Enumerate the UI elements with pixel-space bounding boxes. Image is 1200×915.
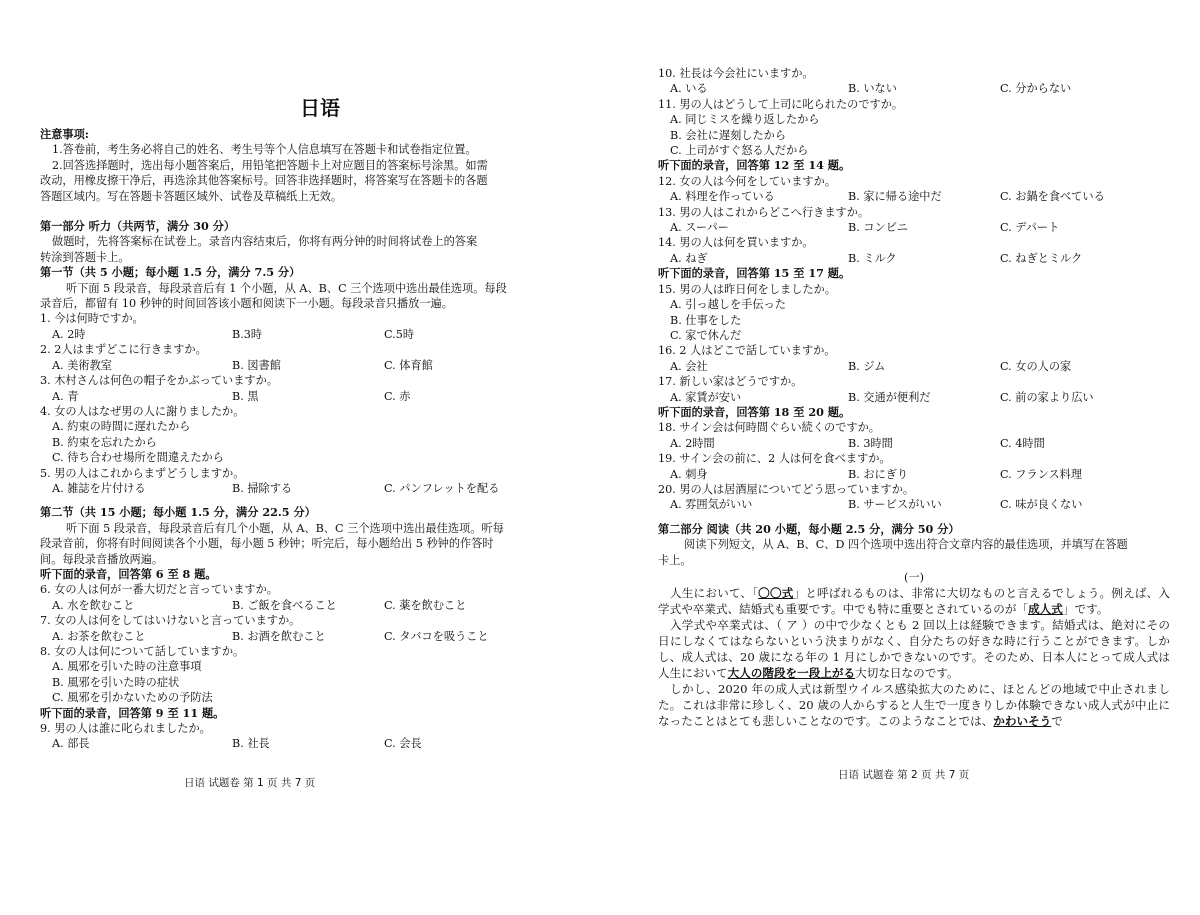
page-title: 日语 xyxy=(300,96,340,120)
option: C. 風邪を引かないための予防法 xyxy=(52,691,213,705)
option: B. 会社に遅刻したから xyxy=(670,128,787,142)
question: 12. 女の人は今何をしていますか。 xyxy=(658,174,836,188)
question-options xyxy=(658,467,1170,482)
listening-prompt: 听下面的录音，回答第 18 至 20 题。 xyxy=(658,404,851,419)
notice-heading: 注意事项: xyxy=(40,127,89,141)
option: A. 同じミスを繰り返したから xyxy=(670,113,820,127)
question: 1. 今は何時ですか。 xyxy=(40,312,144,326)
question-options xyxy=(40,327,600,342)
question-options xyxy=(40,481,600,496)
instructions: 听下面 5 段录音，每段录音后有 1 个小题，从 A、B、C 三个选项中选出最佳选项。每段 xyxy=(66,281,507,295)
underlined-term: 大人の階段を一段上がる xyxy=(727,666,856,681)
option: B. いない xyxy=(848,82,897,96)
notice-item-cont: 答题区域内。写在答题卡答题区域外、试卷及草稿纸上无效。 xyxy=(40,189,343,203)
option: C. 前の家より広い xyxy=(1000,390,1094,404)
option: A. お茶を飲むこと xyxy=(52,629,146,643)
option: C. お鍋を食べている xyxy=(1000,190,1105,204)
instructions: 转涂到答题卡上。 xyxy=(40,250,130,264)
question: 8. 女の人は何について話していますか。 xyxy=(40,645,245,658)
question: 13. 男の人はこれからどこへ行きますか。 xyxy=(658,205,870,219)
option: B. ジム xyxy=(848,359,886,373)
option: B. サービスがいい xyxy=(848,498,942,512)
question-options xyxy=(40,736,600,751)
option: A. 刺身 xyxy=(670,467,708,481)
option: A. 風邪を引いた時の注意事項 xyxy=(52,660,202,674)
instructions: 阅读下列短文，从 A、B、C、D 四个选项中选出符合文章内容的最佳选项，并填写在答题 xyxy=(684,538,1128,552)
option: C. パンフレットを配る xyxy=(384,481,500,495)
option: A. ねぎ xyxy=(670,251,708,265)
instructions: 卡上。 xyxy=(658,553,692,567)
question: 14. 男の人は何を買いますか。 xyxy=(658,236,814,250)
option: B. ミルク xyxy=(848,251,897,265)
option: A. 約束の時間に遅れたから xyxy=(52,420,191,434)
option: C. 上司がすぐ怒る人だから xyxy=(670,144,809,158)
question-options xyxy=(658,359,1170,374)
question: 18. サイン会は何時間ぐらい続くのですか。 xyxy=(658,421,880,435)
underlined-term: 成人式 xyxy=(1028,602,1063,617)
option: B. 約束を忘れたから xyxy=(52,435,157,449)
option: B. 風邪を引いた時の症状 xyxy=(52,675,180,689)
option: B. 仕事をした xyxy=(670,313,742,327)
section-heading: 第一节（共 5 小题；每小题 1.5 分，满分 7.5 分） xyxy=(40,265,301,280)
option: C. 4時間 xyxy=(1000,436,1045,450)
option: C. 会長 xyxy=(384,737,422,751)
option: B. 図書館 xyxy=(232,358,281,372)
option: B. 黒 xyxy=(232,389,259,403)
question: 6. 女の人は何が一番大切だと言っていますか。 xyxy=(40,583,278,597)
option: A. 部長 xyxy=(52,737,90,751)
option: A. 雰囲気がいい xyxy=(670,498,753,512)
option: B. ご飯を食べること xyxy=(232,598,337,612)
listening-prompt: 听下面的录音，回答第 6 至 8 题。 xyxy=(40,566,217,581)
question-options xyxy=(40,629,600,644)
option: C. ねぎとミルク xyxy=(1000,251,1083,265)
option: C. 薬を飲むこと xyxy=(384,598,467,612)
option: B. お酒を飲むこと xyxy=(232,629,326,643)
listening-prompt: 听下面的录音，回答第 15 至 17 题。 xyxy=(658,266,851,281)
question-options xyxy=(658,390,1170,405)
notice-item-cont: 改动，用橡皮擦干净后，再选涂其他答案标号。回答非选择题时，将答案写在答题卡的各题 xyxy=(40,174,488,188)
option: B. 交通が便利だ xyxy=(848,390,931,404)
question-options xyxy=(658,436,1170,451)
option: B. 社長 xyxy=(232,737,270,751)
question-options xyxy=(40,598,600,613)
section-heading: 第一部分 听力（共两节，满分 30 分） xyxy=(40,219,236,234)
underlined-term: かわいそう xyxy=(993,714,1052,729)
option: A. 引っ越しを手伝った xyxy=(670,298,786,312)
instructions: 间。每段录音播放两遍。 xyxy=(40,552,164,566)
instructions: 录音后，都留有 10 秒钟的时间回答该小题和阅读下一小题。每段录音只播放一遍。 xyxy=(40,297,453,311)
listening-prompt: 听下面的录音，回答第 9 至 11 题。 xyxy=(40,705,225,720)
option: A. 料理を作っている xyxy=(670,190,775,204)
passage-paragraph: 人生において、「〇〇式」と呼ばれるものは、非常に大切なものと言えるでしょう。例えば、入学式や卒業式、結婚式も重要です。中でも特に重要とされているのが「成人式」です。 xyxy=(658,586,1170,617)
question: 15. 男の人は昨日何をしましたか。 xyxy=(658,282,836,296)
exam-page-2 xyxy=(658,66,1170,915)
page-footer: 日语 试题卷 第 1 页 共 7 页 xyxy=(184,777,316,789)
question-options xyxy=(658,497,1170,512)
option: B. 3時間 xyxy=(848,436,893,450)
question-options xyxy=(658,220,1170,235)
question: 9. 男の人は誰に叱られましたか。 xyxy=(40,722,211,736)
question: 4. 女の人はなぜ男の人に謝りましたか。 xyxy=(40,404,245,418)
passage-paragraph: しかし、2020 年の成人式は新型ウイルス感染拡大のために、ほとんどの地域で中止されました。これは非常に珍しく、20 歳の人からすると人生で一度きりしか体験できない成人式が中止になったことはとても悲しいことなのです。このようなことでは、かわいそうで xyxy=(658,682,1170,729)
option: B. コンビニ xyxy=(848,221,909,235)
section-heading: 第二节（共 15 小题；每小题 1.5 分，满分 22.5 分） xyxy=(40,505,316,520)
option: B.3時 xyxy=(232,327,263,341)
instructions: 做题时，先将答案标在试卷上。录音内容结束后，你将有两分钟的时间将试卷上的答案 xyxy=(52,235,478,249)
question: 11. 男の人はどうして上司に叱られたのですか。 xyxy=(658,97,904,111)
option: A. 家賃が安い xyxy=(670,390,742,404)
notice-item: 2.回答选择题时，选出每小题答案后，用铅笔把答题卡上对应题目的答案标号涂黑。如需 xyxy=(52,158,488,172)
listening-prompt: 听下面的录音，回答第 12 至 14 题。 xyxy=(658,158,851,173)
option: C. フランス料理 xyxy=(1000,467,1083,481)
question-options xyxy=(658,81,1170,96)
option: A. 2時 xyxy=(52,327,86,341)
option: A. スーパー xyxy=(670,221,729,235)
exam-page-1 xyxy=(40,0,600,849)
section-heading: 第二部分 阅读（共 20 小题，每小题 2.5 分，满分 50 分） xyxy=(658,521,960,536)
option: C. 待ち合わせ場所を間違えたから xyxy=(52,451,224,465)
question: 3. 木村さんは何色の帽子をかぶっていますか。 xyxy=(40,374,278,388)
question: 20. 男の人は居酒屋についてどう思っていますか。 xyxy=(658,482,915,496)
option: A. 青 xyxy=(52,389,79,403)
option: C. 赤 xyxy=(384,389,411,403)
option: C. デパート xyxy=(1000,221,1060,235)
option: C. 味が良くない xyxy=(1000,498,1083,512)
option: C. 分からない xyxy=(1000,82,1072,96)
instructions: 听下面 5 段录音，每段录音后有几个小题，从 A、B、C 三个选项中选出最佳选项。听每 xyxy=(66,521,504,535)
question: 17. 新しい家はどうですか。 xyxy=(658,375,803,389)
option: B. 家に帰る途中だ xyxy=(848,190,942,204)
option: A. 美術教室 xyxy=(52,358,112,372)
option: B. おにぎり xyxy=(848,467,909,481)
option: C. 女の人の家 xyxy=(1000,359,1072,373)
option: A. 2時間 xyxy=(670,436,715,450)
option: C. タバコを吸うこと xyxy=(384,629,489,643)
option: B. 掃除する xyxy=(232,481,293,495)
passage-number: (一) xyxy=(904,571,924,584)
passage-paragraph: 入学式や卒業式は、（ ア ）の中で少なくとも 2 回以上は経験できます。結婚式は、絶対にその日にしなくてはならないという決まりがなく、自分たちの好きな時に行うことができます。しかし、成人式は、20 歳になる年の 1 月にしかできないのです。そのため、日本人にとって成人式は人生において大人の階段を一段上がる大切な日なのです。 xyxy=(658,618,1170,681)
option: C. 体育館 xyxy=(384,358,433,372)
option: A. 雑誌を片付ける xyxy=(52,481,146,495)
instructions: 段录音前，你将有时间阅读各个小题，每小题 5 秒钟；听完后，每小题给出 5 秒钟的作答时 xyxy=(40,537,494,551)
question-options xyxy=(658,251,1170,266)
underlined-term: 〇〇式 xyxy=(758,586,794,601)
question: 10. 社長は今会社にいますか。 xyxy=(658,67,814,80)
page-footer: 日语 试题卷 第 2 页 共 7 页 xyxy=(838,769,970,781)
option: C.5時 xyxy=(384,327,415,341)
option: A. 水を飲むこと xyxy=(52,598,135,612)
question-options xyxy=(40,358,600,373)
question: 16. 2 人はどこで話していますか。 xyxy=(658,344,836,358)
question-options xyxy=(658,189,1170,204)
option: C. 家で休んだ xyxy=(670,328,742,342)
question: 7. 女の人は何をしてはいけないと言っていますか。 xyxy=(40,614,301,628)
question: 19. サイン会の前に、2 人は何を食べますか。 xyxy=(658,452,891,466)
question: 5. 男の人はこれからまずどうしますか。 xyxy=(40,466,245,480)
notice-item: 1.答卷前，考生务必将自己的姓名、考生号等个人信息填写在答题卡和试卷指定位置。 xyxy=(52,143,477,157)
question-options xyxy=(40,389,600,404)
option: A. いる xyxy=(670,82,708,96)
option: A. 会社 xyxy=(670,359,708,373)
question: 2. 2人はまずどこに行きますか。 xyxy=(40,343,207,357)
